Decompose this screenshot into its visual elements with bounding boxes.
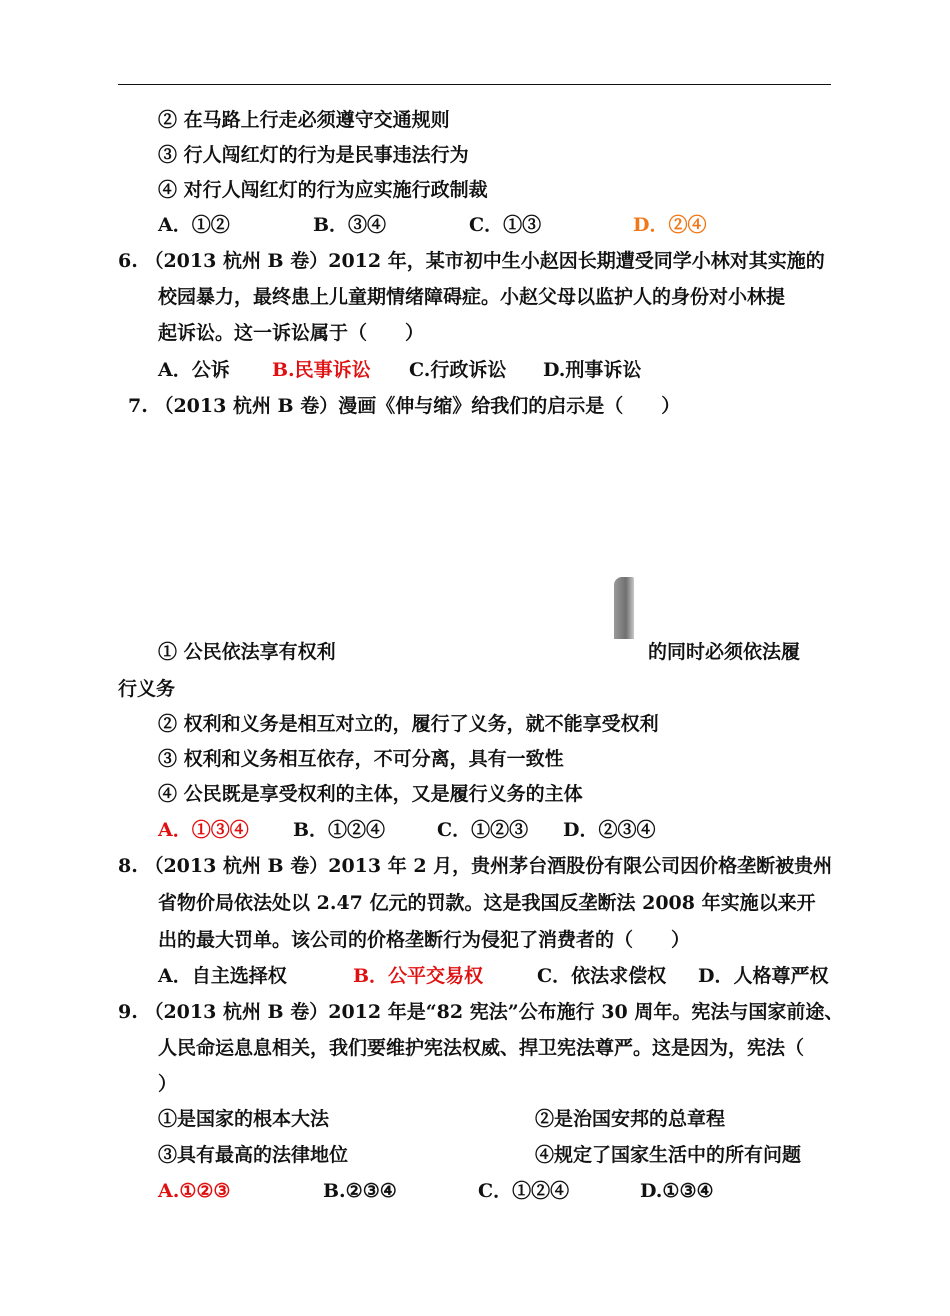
- q6-stem-line-3: 起诉讼。这一诉讼属于（ ）: [158, 322, 425, 344]
- q5-option-d-answer: D．②④: [633, 214, 707, 236]
- q7-option-b: B．①②④: [293, 819, 386, 841]
- q7-option-a-answer: A．①③④: [158, 819, 249, 841]
- q7-item-3: ③ 权利和义务相互依存，不可分离，具有一致性: [158, 748, 564, 770]
- q9-option-c: C．①②④: [478, 1180, 570, 1202]
- q8-option-c: C．依法求偿权: [537, 965, 667, 987]
- q7-item-1: ① 公民依法享有权利: [158, 641, 336, 663]
- q8-stem-line-1: 8. （2013 杭州 B 卷）2013 年 2 月，贵州茅台酒股份有限公司因价格垄断被贵州: [118, 855, 833, 877]
- q9-item-2: ②是治国安邦的总章程: [535, 1108, 726, 1130]
- q7-option-c: C．①②③: [437, 819, 529, 841]
- q8-stem-line-3: 出的最大罚单。该公司的价格垄断行为侵犯了消费者的（ ）: [158, 929, 691, 951]
- q7-stem: 7. （2013 杭州 B 卷）漫画《伸与缩》给我们的启示是（ ）: [128, 395, 681, 417]
- q5-option-a: A．①②: [158, 214, 230, 236]
- q7-option-d: D．②③④: [563, 819, 656, 841]
- q9-item-4: ④规定了国家生活中的所有问题: [535, 1144, 802, 1166]
- q9-option-a-answer: A.①②③: [158, 1180, 231, 1202]
- q7-item-4: ④ 公民既是享受权利的主体，又是履行义务的主体: [158, 783, 583, 805]
- header-rule: [118, 84, 831, 85]
- q7-item-1-wrap: 行义务: [118, 678, 176, 700]
- q5-item-4: ④ 对行人闯红灯的行为应实施行政制裁: [158, 179, 488, 201]
- q5-option-b: B．③④: [313, 214, 387, 236]
- q9-stem-line-2: 人民命运息息相关，我们要维护宪法权威、捍卫宪法尊严。这是因为，宪法（: [158, 1037, 805, 1059]
- cartoon-image-fragment: [614, 577, 634, 639]
- q6-stem-line-2: 校园暴力，最终患上儿童期情绪障碍症。小赵父母以监护人的身份对小林提: [158, 286, 786, 308]
- q6-option-b-answer: B.民事诉讼: [272, 359, 371, 381]
- q9-stem-line-1: 9. （2013 杭州 B 卷）2012 年是“82 宪法”公布施行 30 周年。宪法与国家前途、: [118, 1001, 844, 1023]
- q9-item-1: ①是国家的根本大法: [158, 1108, 330, 1130]
- q6-option-a: A．公诉: [158, 359, 230, 381]
- q6-option-c: C.行政诉讼: [409, 359, 507, 381]
- q5-item-2: ② 在马路上行走必须遵守交通规则: [158, 109, 450, 131]
- q6-option-d: D.刑事诉讼: [543, 359, 642, 381]
- q5-option-c: C．①③: [469, 214, 542, 236]
- q8-option-d: D．人格尊严权: [698, 965, 829, 987]
- q7-item-1-continued: 的同时必须依法履: [648, 641, 801, 663]
- q8-option-b-answer: B．公平交易权: [353, 965, 484, 987]
- q9-item-3: ③具有最高的法律地位: [158, 1144, 349, 1166]
- q9-stem-line-3: ）: [158, 1073, 178, 1095]
- q7-item-2: ② 权利和义务是相互对立的，履行了义务，就不能享受权利: [158, 713, 659, 735]
- q6-stem-line-1: 6. （2013 杭州 B 卷）2012 年，某市初中生小赵因长期遭受同学小林对其实施的: [118, 250, 825, 272]
- q8-stem-line-2: 省物价局依法处以 2.47 亿元的罚款。这是我国反垄断法 2008 年实施以来开: [158, 892, 816, 914]
- q5-item-3: ③ 行人闯红灯的行为是民事违法行为: [158, 144, 469, 166]
- q8-option-a: A．自主选择权: [158, 965, 287, 987]
- q9-option-b: B.②③④: [323, 1180, 397, 1202]
- q9-option-d: D.①③④: [640, 1180, 714, 1202]
